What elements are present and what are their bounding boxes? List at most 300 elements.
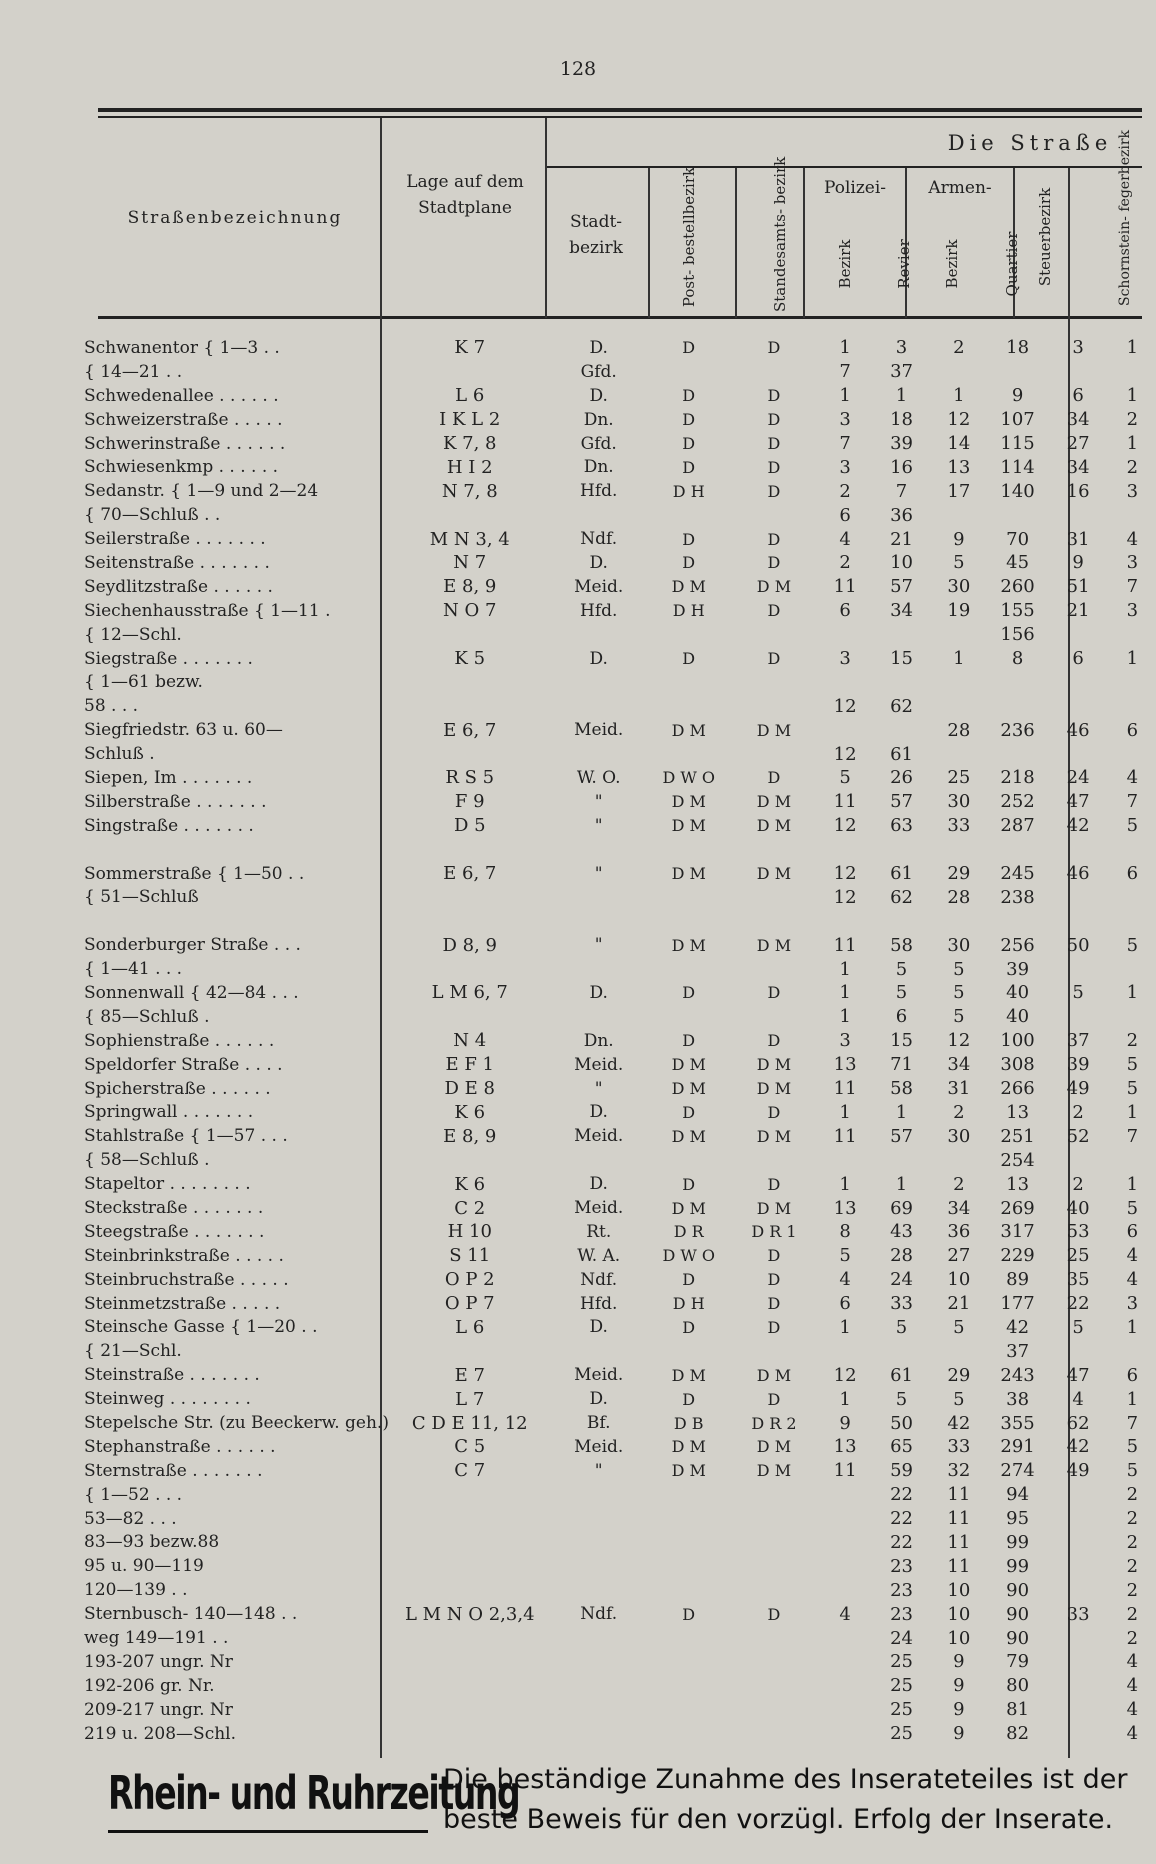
map-position-cell: K 6 (454, 1101, 486, 1123)
police-precinct-cell: 28 (890, 1245, 913, 1267)
table-row (84, 1674, 1156, 1698)
registry-district-cell (731, 1554, 818, 1578)
police-district-cell: 6 (839, 504, 851, 526)
police-precinct-cell: 33 (890, 1293, 913, 1315)
city-district-cell: Meid. (574, 1054, 624, 1075)
city-district-cell: D. (589, 1102, 608, 1123)
street-name-cell: 120—139 . . (84, 1580, 188, 1601)
police-district-cell: 12 (833, 886, 857, 908)
post-district-cell: D (682, 410, 696, 430)
table-row (84, 575, 1156, 599)
chimney-district-cell: 2 (1126, 1579, 1139, 1601)
police-precinct-cell: 24 (890, 1627, 913, 1649)
street-name-cell: 219 u. 208—Schl. (84, 1723, 237, 1744)
city-district-cell (551, 1698, 647, 1722)
police-precinct-cell: 26 (890, 767, 913, 789)
police-precinct-cell: 22 (890, 1484, 913, 1506)
tax-district-cell (1048, 909, 1109, 933)
police-district-cell: 9 (839, 1412, 851, 1434)
street-name-cell (84, 909, 389, 933)
street-name-cell: Schwedenallee . . . . . . (84, 385, 279, 406)
table-row (84, 1077, 1156, 1101)
tax-district-cell (1048, 503, 1109, 527)
police-precinct-cell: 10 (890, 552, 913, 574)
street-name-cell: Steegstraße . . . . . . . (84, 1221, 265, 1242)
police-precinct-cell: 57 (890, 576, 913, 598)
police-precinct-cell: 23 (890, 1603, 913, 1625)
poor-district-cell: 29 (947, 863, 971, 885)
street-name-cell: Stepelsche Str. (zu Beeckerw. geh.) (84, 1413, 389, 1434)
table-row (84, 1005, 1156, 1029)
police-district-cell: 1 (839, 982, 851, 1004)
police-district-cell: 12 (833, 695, 857, 717)
map-position-cell: M N 3, 4 (429, 528, 510, 550)
chimney-district-cell (1109, 957, 1156, 981)
tax-district-cell: 42 (1066, 815, 1090, 837)
street-name-cell: Springwall . . . . . . . (84, 1102, 254, 1123)
street-name-cell: 53—82 . . . (84, 1508, 177, 1529)
street-name-cell: Siegfriedstr. 63 u. 60— (84, 720, 283, 741)
city-district-cell (551, 1674, 647, 1698)
map-position-cell: H I 2 (446, 456, 493, 478)
police-precinct-cell (873, 909, 930, 933)
police-district-cell: 1 (839, 1316, 851, 1338)
table-row (84, 1578, 1156, 1602)
police-precinct-cell: 7 (895, 480, 908, 502)
registry-district-cell (731, 957, 818, 981)
police-district-cell: 13 (833, 1197, 857, 1219)
chimney-district-cell: 1 (1126, 433, 1139, 454)
city-district-cell: Meid. (574, 576, 624, 597)
registry-district-cell: D (767, 1031, 781, 1051)
chimney-district-cell: 1 (1126, 337, 1139, 359)
table-row (84, 1602, 1156, 1626)
tax-district-cell (1048, 1531, 1109, 1555)
police-district-cell: 1 (839, 958, 851, 980)
street-name-cell: Siechenhausstraße { 1—11 . (84, 600, 331, 621)
poor-quarter-cell: 89 (1006, 1269, 1030, 1291)
table-row (84, 1650, 1156, 1674)
table-row (84, 1292, 1156, 1316)
map-position-cell: H 10 (447, 1221, 492, 1243)
registry-district-cell (731, 1674, 818, 1698)
police-precinct-cell: 5 (895, 958, 908, 980)
chimney-district-cell (1109, 1005, 1156, 1029)
chimney-district-cell (1109, 885, 1156, 909)
tax-district-cell: 51 (1066, 576, 1090, 598)
street-name-cell: Siepen, Im . . . . . . . (84, 767, 253, 788)
police-district-cell (817, 1339, 873, 1363)
street-name-cell: 58 . . . (84, 696, 139, 717)
police-district-cell: 5 (839, 1245, 851, 1267)
poor-quarter-cell: 238 (1000, 886, 1035, 908)
table-row (84, 479, 1156, 503)
table-row (84, 814, 1156, 838)
chimney-district-cell: 2 (1126, 1627, 1139, 1649)
col-header-standesamt: Standesamts- bezirk (771, 156, 789, 312)
col-header-polizei-revier: Revier (895, 239, 913, 289)
city-district-cell: Hfd. (580, 1293, 618, 1314)
tax-district-cell: 37 (1066, 1030, 1090, 1052)
table-row (84, 1435, 1156, 1459)
poor-district-cell: 17 (947, 480, 971, 502)
chimney-district-cell: 5 (1126, 934, 1139, 956)
city-district-cell: Dn. (583, 409, 614, 430)
city-district-cell: Meid. (574, 1126, 624, 1147)
police-district-cell (817, 1674, 873, 1698)
police-precinct-cell: 25 (890, 1675, 913, 1697)
table-row (84, 1172, 1156, 1196)
tax-district-cell: 22 (1066, 1293, 1090, 1315)
post-district-cell: D H (672, 1294, 705, 1314)
table-row (84, 1124, 1156, 1148)
map-position-cell (389, 1531, 551, 1555)
top-rule (98, 108, 1142, 112)
street-name-cell: Sommerstraße { 1—50 . . (84, 863, 305, 884)
poor-quarter-cell (988, 838, 1048, 862)
poor-quarter-cell: 291 (1000, 1436, 1035, 1458)
registry-district-cell: D M (756, 1055, 792, 1075)
poor-quarter-cell (988, 670, 1048, 694)
police-precinct-cell: 61 (890, 1364, 913, 1386)
street-name-cell: Steinbrinkstraße . . . . . (84, 1245, 284, 1266)
table-row (84, 1363, 1156, 1387)
police-district-cell: 12 (833, 815, 857, 837)
chimney-district-cell: 1 (1126, 1101, 1139, 1123)
city-district-cell (551, 1483, 647, 1507)
table-row (84, 527, 1156, 551)
city-district-cell: Ndf. (580, 529, 618, 550)
police-district-cell: 1 (839, 1006, 851, 1028)
registry-district-cell (731, 1578, 818, 1602)
tax-district-cell: 33 (1066, 1603, 1090, 1625)
city-district-cell (551, 1650, 647, 1674)
police-district-cell (817, 670, 873, 694)
post-district-cell (647, 670, 731, 694)
police-precinct-cell: 15 (890, 1030, 913, 1052)
chimney-district-cell: 4 (1126, 1269, 1139, 1291)
poor-district-cell: 12 (947, 1030, 971, 1052)
poor-quarter-cell (988, 742, 1048, 766)
map-position-cell: L 6 (455, 385, 485, 407)
table-row (84, 647, 1156, 671)
street-name-cell: Schwanentor { 1—3 . . (84, 337, 280, 358)
police-district-cell: 12 (833, 1364, 857, 1386)
post-district-cell (647, 1005, 731, 1029)
police-precinct-cell: 34 (890, 600, 913, 622)
street-name-cell: Steinsche Gasse { 1—20 . . (84, 1317, 318, 1338)
poor-district-cell: 10 (947, 1579, 971, 1601)
poor-district-cell: 14 (947, 433, 971, 454)
poor-quarter-cell: 252 (1000, 791, 1035, 813)
post-district-cell: D M (671, 1055, 706, 1075)
registry-district-cell (731, 909, 818, 933)
registry-district-cell: D (767, 553, 781, 573)
post-district-cell (647, 503, 731, 527)
poor-quarter-cell: 38 (1006, 1388, 1030, 1410)
post-district-cell: D W O (662, 1246, 715, 1266)
map-position-cell: L 6 (455, 1316, 485, 1338)
top-rule-thin (98, 116, 1142, 118)
poor-quarter-cell (988, 360, 1048, 384)
map-position-cell: C 5 (454, 1436, 486, 1458)
col-header-schornstein: Schornstein- fegerbezirk (1117, 129, 1133, 306)
map-position-cell (389, 1722, 551, 1746)
poor-quarter-cell: 245 (1000, 863, 1035, 885)
map-position-cell: E 6, 7 (443, 863, 497, 885)
advertisement (98, 1760, 1142, 1840)
tax-district-cell (1048, 1554, 1109, 1578)
street-name-cell (84, 838, 389, 862)
poor-quarter-cell: 274 (1000, 1460, 1035, 1482)
poor-quarter-cell (988, 694, 1048, 718)
post-district-cell (647, 1339, 731, 1363)
poor-district-cell: 32 (947, 1460, 971, 1482)
page-number: 128 (559, 58, 597, 80)
street-name-cell: Sternbusch- 140—148 . . (84, 1604, 298, 1625)
street-name-cell: Steckstraße . . . . . . . (84, 1198, 264, 1218)
city-district-cell (551, 1507, 647, 1531)
city-district-cell: Meid. (574, 1436, 624, 1457)
police-district-cell: 1 (839, 1388, 851, 1410)
street-name-cell: Stahlstraße { 1—57 . . . (84, 1126, 288, 1147)
chimney-district-cell (1109, 360, 1156, 384)
city-district-cell (551, 1578, 647, 1602)
group-title: Die Straße (947, 131, 1113, 155)
poor-district-cell: 11 (947, 1531, 971, 1553)
registry-district-cell: D (767, 529, 781, 549)
table-row (84, 360, 1156, 384)
tax-district-cell: 6 (1072, 648, 1084, 670)
tax-district-cell (1048, 1626, 1109, 1650)
chimney-district-cell: 4 (1126, 1699, 1139, 1721)
city-district-cell (551, 742, 647, 766)
chimney-district-cell: 1 (1126, 1316, 1139, 1338)
poor-quarter-cell: 229 (1000, 1245, 1035, 1267)
police-district-cell: 3 (839, 648, 851, 670)
poor-quarter-cell: 140 (1000, 480, 1035, 502)
police-district-cell (817, 1507, 873, 1531)
poor-quarter-cell: 79 (1006, 1651, 1030, 1673)
col-header-armen: Armen- (928, 178, 992, 198)
post-district-cell: D M (671, 720, 706, 740)
poor-quarter-cell: 243 (1000, 1364, 1035, 1386)
street-name-cell: { 70—Schluß . . (84, 505, 221, 526)
police-precinct-cell: 1 (895, 385, 908, 407)
police-district-cell: 2 (839, 552, 851, 574)
registry-district-cell (731, 1148, 818, 1172)
police-district-cell: 4 (839, 1603, 851, 1625)
street-name-cell: Siegstraße . . . . . . . (84, 648, 253, 669)
poor-quarter-cell: 90 (1006, 1603, 1030, 1625)
poor-quarter-cell: 100 (1000, 1030, 1035, 1052)
table-row (84, 503, 1156, 527)
poor-district-cell: 29 (947, 1364, 971, 1386)
post-district-cell (647, 838, 731, 862)
table-row (84, 957, 1156, 981)
tax-district-cell: 5 (1072, 1316, 1084, 1338)
map-position-cell (389, 909, 551, 933)
street-name-cell: Stapeltor . . . . . . . . (84, 1174, 251, 1195)
map-position-cell (389, 360, 551, 384)
registry-district-cell: D (767, 1174, 781, 1194)
map-position-cell: K 5 (454, 648, 486, 670)
poor-quarter-cell: 8 (1011, 648, 1024, 670)
registry-district-cell (731, 694, 818, 718)
registry-district-cell: D (767, 410, 781, 430)
poor-district-cell: 9 (953, 1723, 965, 1745)
city-district-cell: " (594, 1078, 603, 1099)
col-divider (735, 168, 737, 318)
table-row (84, 909, 1156, 933)
post-district-cell (647, 957, 731, 981)
post-district-cell: D (682, 529, 696, 549)
post-district-cell: D R (673, 1222, 704, 1242)
police-precinct-cell (873, 718, 930, 742)
tax-district-cell (1048, 742, 1109, 766)
map-position-cell: N 7 (453, 552, 487, 574)
police-precinct-cell: 58 (890, 934, 913, 956)
chimney-district-cell: 2 (1126, 1508, 1139, 1530)
map-position-cell: L M N O 2,3,4 (404, 1603, 535, 1625)
police-precinct-cell: 61 (890, 743, 913, 765)
chimney-district-cell: 7 (1126, 791, 1139, 813)
post-district-cell: D (682, 434, 696, 453)
tax-district-cell: 2 (1072, 1173, 1084, 1195)
tax-district-cell: 49 (1066, 1460, 1090, 1482)
map-position-cell (389, 1483, 551, 1507)
police-precinct-cell: 59 (890, 1460, 913, 1482)
post-district-cell (647, 1698, 731, 1722)
police-precinct-cell: 69 (890, 1197, 913, 1219)
police-precinct-cell: 16 (890, 456, 913, 478)
street-name-cell: { 1—52 . . . (84, 1484, 183, 1505)
table-row (84, 694, 1156, 718)
map-position-cell: E 7 (454, 1364, 485, 1386)
poor-quarter-cell: 114 (1000, 456, 1035, 478)
post-district-cell: D M (671, 792, 706, 812)
poor-district-cell: 30 (947, 576, 971, 598)
chimney-district-cell: 5 (1126, 1460, 1139, 1482)
chimney-district-cell: 7 (1126, 1412, 1139, 1434)
post-district-cell: D (682, 553, 696, 573)
poor-district-cell: 31 (947, 1078, 971, 1100)
city-district-cell (551, 957, 647, 981)
post-district-cell: D (682, 457, 696, 477)
tax-district-cell: 9 (1072, 552, 1084, 574)
map-position-cell (389, 1005, 551, 1029)
post-district-cell: D M (671, 1437, 706, 1457)
poor-quarter-cell: 94 (1006, 1484, 1030, 1506)
tax-district-cell (1048, 360, 1109, 384)
chimney-district-cell (1109, 503, 1156, 527)
tax-district-cell: 16 (1066, 480, 1090, 502)
table-row (84, 336, 1156, 360)
post-district-cell: D M (671, 1365, 706, 1385)
police-district-cell: 13 (833, 1054, 857, 1076)
tax-district-cell (1048, 1507, 1109, 1531)
tax-district-cell (1048, 1339, 1109, 1363)
poor-quarter-cell: 107 (1000, 409, 1035, 431)
police-precinct-cell: 36 (890, 504, 913, 526)
registry-district-cell: D (767, 338, 781, 358)
poor-district-cell: 30 (947, 1125, 971, 1147)
map-position-cell: E 8, 9 (443, 576, 497, 598)
police-precinct-cell: 6 (895, 1006, 908, 1028)
police-district-cell (817, 1483, 873, 1507)
police-district-cell (817, 1650, 873, 1674)
poor-district-cell: 10 (947, 1269, 971, 1291)
post-district-cell: D H (672, 481, 705, 501)
table-row (84, 1220, 1156, 1244)
col-divider (545, 118, 547, 318)
post-district-cell (647, 1554, 731, 1578)
post-district-cell (647, 1531, 731, 1555)
police-district-cell (817, 1554, 873, 1578)
poor-district-cell: 13 (947, 456, 971, 478)
col-header-armen-quartier: Quartier (1003, 231, 1021, 297)
city-district-cell: Meid. (574, 1365, 624, 1386)
table-row (84, 1411, 1156, 1435)
post-district-cell: D (682, 1031, 696, 1051)
city-district-cell: D. (589, 552, 608, 573)
tax-district-cell: 40 (1066, 1197, 1090, 1219)
registry-district-cell: D M (756, 720, 792, 740)
poor-quarter-cell: 45 (1006, 552, 1030, 574)
chimney-district-cell (1109, 742, 1156, 766)
table-row (84, 1196, 1156, 1220)
street-name-cell: Speldorfer Straße . . . . (84, 1054, 283, 1075)
chimney-district-cell: 2 (1126, 1555, 1139, 1577)
police-district-cell (817, 1722, 873, 1746)
post-district-cell: D M (671, 816, 706, 836)
post-district-cell: D M (671, 577, 706, 597)
police-precinct-cell: 23 (890, 1579, 913, 1601)
table-row (84, 384, 1156, 408)
tax-district-cell (1048, 1148, 1109, 1172)
tax-district-cell: 62 (1066, 1412, 1090, 1434)
chimney-district-cell: 3 (1126, 600, 1139, 622)
poor-quarter-cell: 177 (1000, 1293, 1035, 1315)
post-district-cell: D (682, 1270, 696, 1290)
tax-district-cell: 24 (1066, 767, 1090, 789)
chimney-district-cell: 6 (1126, 1221, 1139, 1243)
police-precinct-cell: 71 (890, 1054, 913, 1076)
chimney-district-cell: 4 (1126, 1651, 1139, 1673)
police-district-cell: 11 (833, 1078, 857, 1100)
poor-quarter-cell: 269 (1000, 1197, 1035, 1219)
police-district-cell (817, 1698, 873, 1722)
chimney-district-cell: 4 (1126, 1723, 1139, 1745)
city-district-cell: " (594, 791, 603, 812)
map-position-cell: R S 5 (445, 767, 495, 789)
city-district-cell (551, 1626, 647, 1650)
map-position-cell (389, 670, 551, 694)
table-row (84, 1531, 1156, 1555)
post-district-cell: D (682, 983, 696, 1003)
police-district-cell: 3 (839, 409, 851, 431)
chimney-district-cell: 5 (1126, 1197, 1139, 1219)
city-district-cell: D. (589, 1389, 608, 1410)
city-district-cell (551, 670, 647, 694)
post-district-cell: D (682, 1317, 696, 1337)
tax-district-cell: 34 (1066, 409, 1090, 431)
post-district-cell: D (682, 1604, 696, 1624)
poor-district-cell: 5 (953, 1006, 965, 1028)
city-district-cell (551, 1531, 647, 1555)
police-district-cell: 7 (839, 361, 851, 383)
street-name-cell: Seydlitzstraße . . . . . . (84, 576, 273, 597)
